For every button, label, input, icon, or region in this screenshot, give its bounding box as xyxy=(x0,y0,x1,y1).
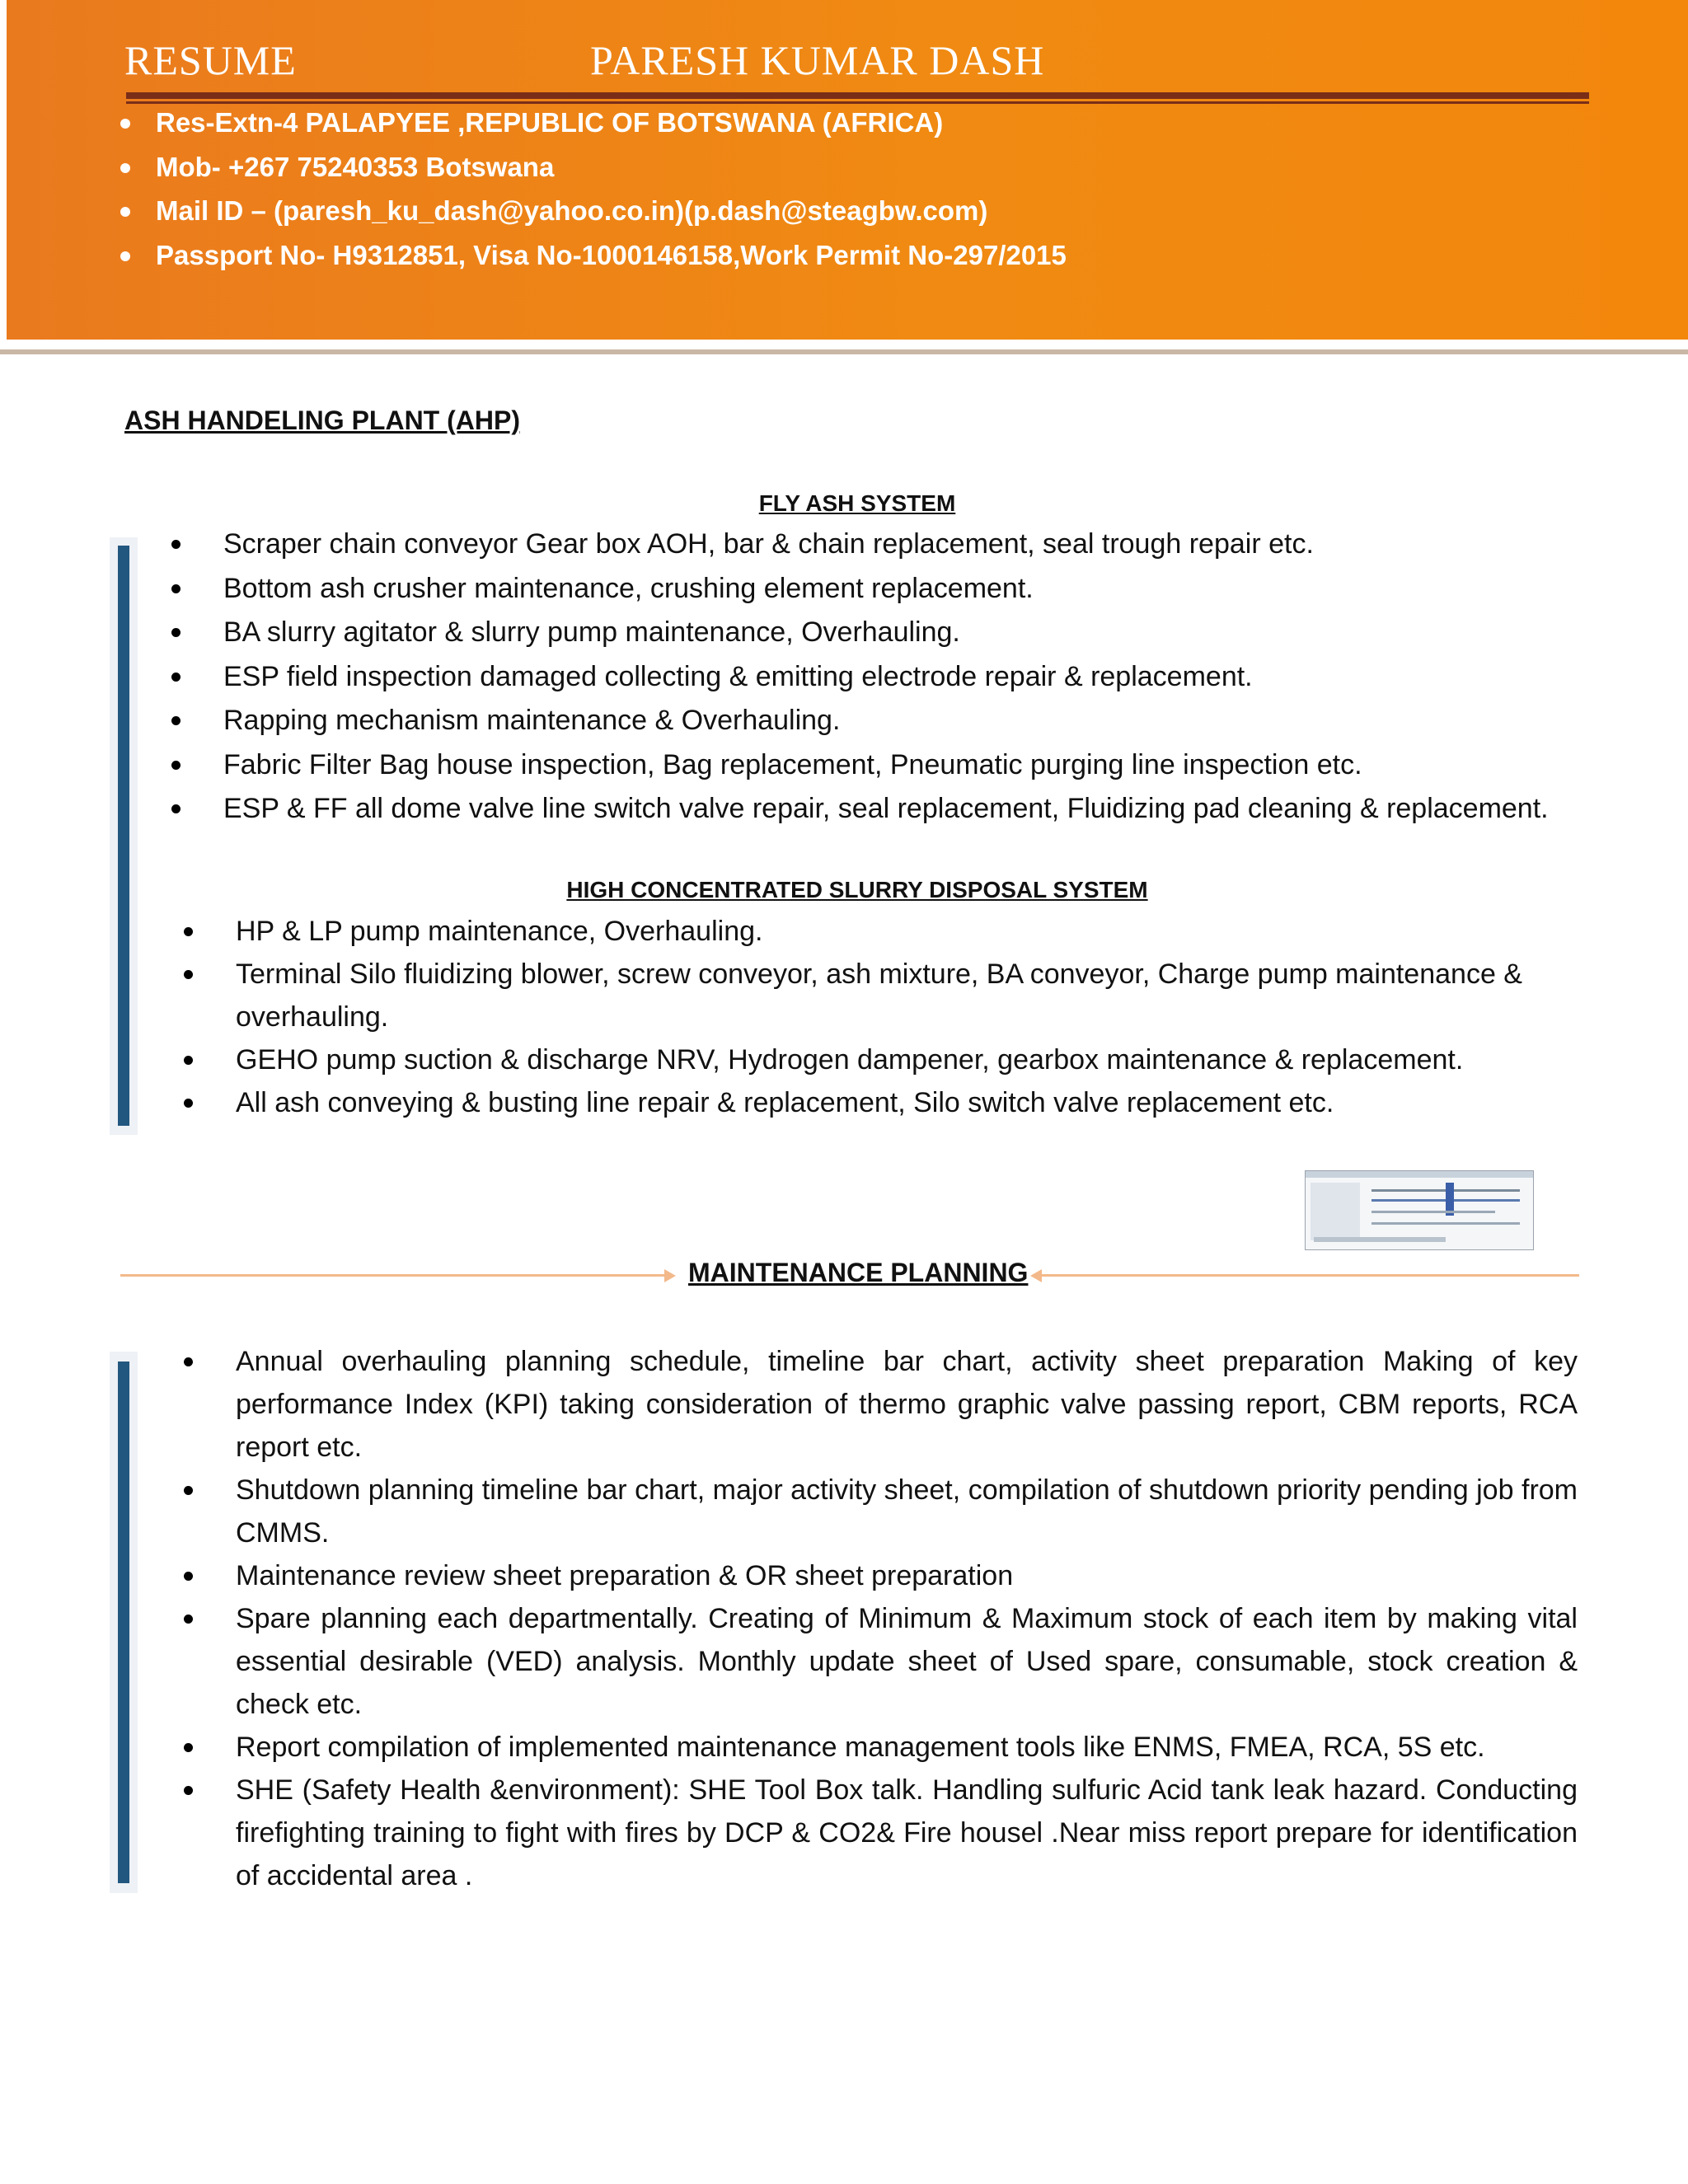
header-banner xyxy=(7,0,1688,340)
list-item: Scraper chain conveyor Gear box AOH, bar & chain replacement, seal trough repair etc. xyxy=(223,523,1549,567)
resume-label: RESUME xyxy=(124,37,297,83)
list-item: Shutdown planning timeline bar chart, major activity sheet, compilation of shutdown priority pending job from CMMS. xyxy=(236,1469,1578,1554)
arrow-line-left xyxy=(120,1274,671,1277)
list-item: Annual overhauling planning schedule, timeline bar chart, activity sheet preparation Making of key performance Index (KPI) taking consideration of thermo graphic valve passing report, CBM reports, RCA report etc. xyxy=(236,1340,1578,1469)
list-item: Spare planning each departmentally. Creating of Minimum & Maximum stock of each item by making vital essential desirable (VED) analysis. Monthly update sheet of Used spare, consumable, stock creation & check etc. xyxy=(236,1597,1578,1726)
maintenance-list xyxy=(236,1340,1578,1897)
list-item: All ash conveying & busting line repair & replacement, Silo switch valve replacement etc. xyxy=(236,1081,1554,1124)
list-item: HP & LP pump maintenance, Overhauling. xyxy=(236,910,1554,953)
header-rule xyxy=(126,92,1589,99)
fly-ash-list xyxy=(223,523,1549,832)
list-item: GEHO pump suction & discharge NRV, Hydrogen dampener, gearbox maintenance & replacement. xyxy=(236,1038,1554,1081)
list-item: Bottom ash crusher maintenance, crushing element replacement. xyxy=(223,567,1549,612)
contact-mobile: Mob- +267 75240353 Botswana xyxy=(119,145,1067,190)
list-item: SHE (Safety Health &environment): SHE Tool Box talk. Handling sulfuric Acid tank leak hazard. Conducting firefighting training to fight with fires by DCP & CO2& Fire housel .Near miss report prepare for identification of accidental area . xyxy=(236,1769,1578,1897)
arrow-right-icon xyxy=(664,1268,678,1284)
list-item: ESP & FF all dome valve line switch valve repair, seal replacement, Fluidizing pad cleaning & replacement. xyxy=(223,787,1549,832)
list-item: Maintenance review sheet preparation & OR sheet preparation xyxy=(236,1554,1578,1597)
subsection-title-hcsd: HIGH CONCENTRATED SLURRY DISPOSAL SYSTEM xyxy=(566,877,1148,902)
list-item: Report compilation of implemented maintenance management tools like ENMS, FMEA, RCA, 5S etc. xyxy=(236,1726,1578,1769)
section-accent-bar xyxy=(118,546,129,1126)
section-title-ahp: ASH HANDELING PLANT (AHP) xyxy=(124,405,520,435)
list-item: Rapping mechanism maintenance & Overhauling. xyxy=(223,699,1549,743)
list-item: Fabric Filter Bag house inspection, Bag replacement, Pneumatic purging line inspection etc. xyxy=(223,743,1549,788)
hcsd-list xyxy=(236,910,1554,1124)
list-item: ESP field inspection damaged collecting & emitting electrode repair & replacement. xyxy=(223,655,1549,700)
software-screenshot-thumbnail xyxy=(1305,1170,1534,1250)
arrow-line-right xyxy=(1040,1274,1579,1277)
list-item: BA slurry agitator & slurry pump maintenance, Overhauling. xyxy=(223,611,1549,655)
section-accent-bar xyxy=(118,1361,129,1883)
contact-email: Mail ID – (paresh_ku_dash@yahoo.co.in)(p.dash@steagbw.com) xyxy=(119,189,1067,233)
subsection-title-fly-ash: FLY ASH SYSTEM xyxy=(758,490,956,516)
contact-address: Res-Extn-4 PALAPYEE ,REPUBLIC OF BOTSWANA (AFRICA) xyxy=(119,101,1067,145)
header-divider xyxy=(0,349,1688,354)
contact-list xyxy=(119,101,1067,277)
section-title-maintenance: MAINTENANCE PLANNING xyxy=(688,1258,1029,1287)
list-item: Terminal Silo fluidizing blower, screw conveyor, ash mixture, BA conveyor, Charge pump maintenance & overhauling. xyxy=(236,953,1554,1038)
candidate-name: PARESH KUMAR DASH xyxy=(590,37,1045,83)
contact-passport: Passport No- H9312851, Visa No-1000146158,Work Permit No-297/2015 xyxy=(119,233,1067,278)
